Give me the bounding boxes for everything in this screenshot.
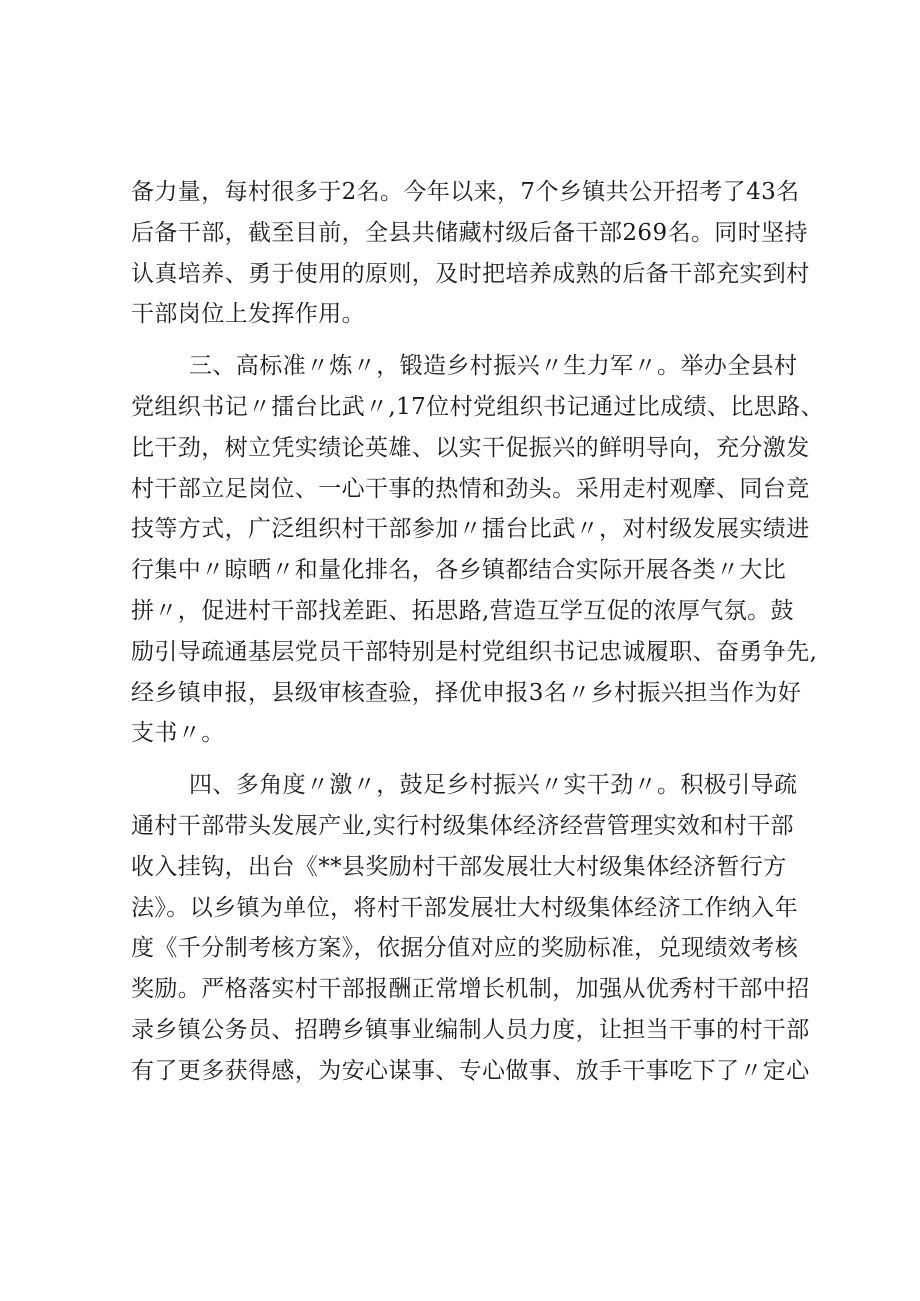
text-line: 励引导疏通基层党员干部特别是村党组织书记忠诚履职、奋勇争先, — [131, 638, 818, 665]
text-line: 收入挂钩，出台《**县奖励村干部发展壮大村级集体经济暂行方 — [131, 853, 787, 880]
text-line: 比干劲，树立凭实绩论英雄、以实干促振兴的鲜明导向，充分激发 — [131, 434, 810, 461]
text-line: 认真培养、勇于使用的原则，及时把培养成熟的后备干部充实到村 — [131, 260, 810, 287]
text-line-first: 三、高标准〃炼〃，锻造乡村振兴〃生力军〃。举办全县村 — [189, 353, 798, 380]
paragraph-section-four — [131, 765, 810, 1091]
text-line: 村干部立足岗位、一心干事的热情和劲头。采用走村观摩、同台竞 — [131, 475, 810, 502]
text-line: 录乡镇公务员、招聘乡镇事业编制人员力度，让担当干事的村干部 — [131, 1016, 810, 1043]
text-line: 党组织书记〃擂台比武〃,17位村党组织书记通过比成绩、比思路、 — [131, 393, 824, 420]
text-line: 干部岗位上发挥作用。 — [131, 301, 365, 328]
text-line: 通村干部带头发展产业,实行村级集体经济经营管理实效和村干部 — [131, 812, 794, 839]
text-line: 支书〃。 — [131, 720, 225, 747]
text-line: 法》。以乡镇为单位，将村干部发展壮大村级集体经济工作纳入年 — [131, 894, 799, 921]
paragraph-spacer — [131, 754, 797, 765]
document-body — [131, 172, 824, 1092]
text-line: 度《千分制考核方案》，依据分值对应的奖励标准，兑现绩效考核 — [131, 935, 799, 962]
text-line: 技等方式，广泛组织村干部参加〃擂台比武〃，对村级发展实绩进 — [131, 516, 810, 543]
paragraph-section-three — [131, 346, 824, 754]
paragraph-continuation — [131, 172, 810, 335]
text-line: 奖励。严格落实村干部报酬正常增长机制，加强从优秀村干部中招 — [131, 976, 810, 1003]
paragraph-spacer — [131, 335, 797, 346]
text-line: 有了更多获得感，为安心谋事、专心做事、放手干事吃下了〃定心 — [131, 1057, 810, 1084]
text-line: 经乡镇申报，县级审核查验，择优申报3名〃乡村振兴担当作为好 — [131, 679, 802, 706]
text-line: 备力量，每村很多于2名。今年以来，7个乡镇共公开招考了43名 — [131, 179, 800, 205]
text-line: 拼〃，促进村干部找差距、拓思路,营造互学互促的浓厚气氛。鼓 — [131, 597, 794, 624]
text-line: 后备干部，截至目前，全县共储藏村级后备干部269名。同时坚持 — [131, 219, 808, 246]
text-line: 行集中〃晾晒〃和量化排名，各乡镇都结合实际开展各类〃大比 — [131, 557, 787, 584]
text-line-first: 四、多角度〃激〃，鼓足乡村振兴〃实干劲〃。积极引导疏 — [189, 772, 798, 799]
